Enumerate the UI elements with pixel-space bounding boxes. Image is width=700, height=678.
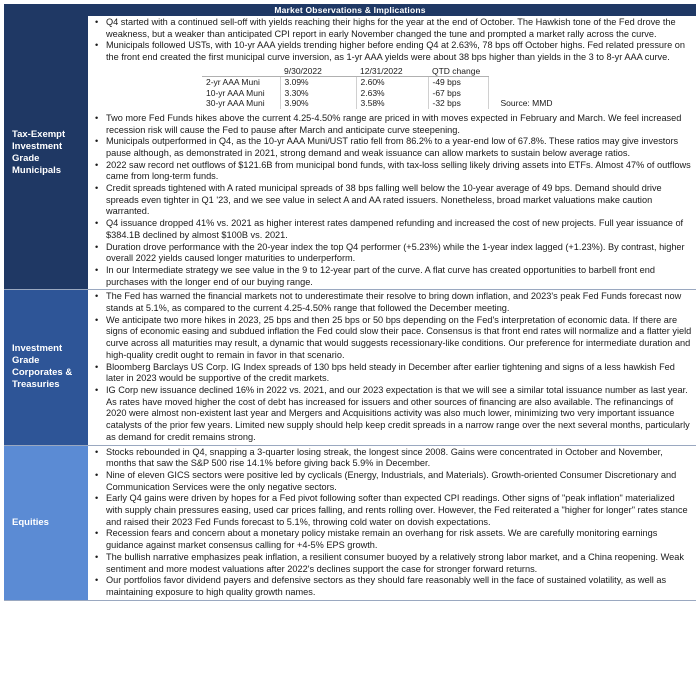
table-cell: -67 bps	[428, 88, 488, 99]
section-content-municipals	[88, 16, 696, 289]
table-cell: 3.58%	[356, 98, 428, 109]
section-content-corporates	[88, 290, 696, 444]
table-row	[202, 98, 488, 109]
list-item: • Our portfolios favor dividend payers and defensive sectors as they should fare reasonably well in the face of sustained volatility, as well as maintaining exposure to high quality growth names.	[92, 575, 692, 598]
yield-table-wrap	[202, 66, 692, 109]
list-item: • Nine of eleven GICS sectors were positive led by cyclicals (Energy, Industrials, and Materials). Growth-oriented Consumer Discretionary and Communication Services were the only negative sectors.	[92, 470, 692, 493]
list-item: • Stocks rebounded in Q4, snapping a 3-quarter losing streak, the longest since 2008. Gains were concentrated in October and November, months that saw the S&P 500 rise 14.1% before giving back 5.9% in December.	[92, 447, 692, 470]
section-municipals	[4, 16, 696, 290]
table-header-cell: 12/31/2022	[356, 66, 428, 77]
bullet-list	[92, 113, 692, 289]
bullet-list	[92, 17, 692, 64]
section-equities	[4, 446, 696, 601]
table-header-cell	[202, 66, 280, 77]
table-cell: 30-yr AAA Muni	[202, 98, 280, 109]
bullet-list	[92, 291, 692, 443]
list-item: • Early Q4 gains were driven by hopes for a Fed pivot following softer than expected CPI readings. Other signs of "peak inflation" materialized with supply chain pressures easing, used car prices falling, and rents rolling over. However, the Fed reiterated a "higher for longer" rates stance and raised their 2023 Fed Funds forecast to 5.1%, throwing cold water on dovish expectations.	[92, 493, 692, 528]
table-header-cell: 9/30/2022	[280, 66, 356, 77]
table-row	[202, 77, 488, 88]
page-title: Market Observations & Implications	[4, 4, 696, 16]
list-item: • Credit spreads tightened with A rated municipal spreads of 38 bps falling well below the 10-year average of 49 bps. Demand should drive spreads even tighter in Q1 '23, and we see value in select A and AA rated issuers. Nonetheless, broad market valuations make caution warranted.	[92, 183, 692, 218]
list-item: • 2022 saw record net outflows of $121.6B from municipal bond funds, with tax-loss selling likely driving assets into ETFs. Almost 47% of outflows came from long-term funds.	[92, 160, 692, 183]
table-cell: 3.09%	[280, 77, 356, 88]
list-item: • Municipals outperformed in Q4, as the 10-yr AAA Muni/UST ratio fell from 86.2% to a year-end low of 67.8%. These ratios may give investors pause although, as demonstrated in 2021, strong demand and weak issuance can allow markets to sustain below average ratios.	[92, 136, 692, 159]
list-item: • Bloomberg Barclays US Corp. IG Index spreads of 130 bps held steady in December after earlier tightening and signs of a less hawkish Fed later in 2023 would be supportive of the credit markets.	[92, 362, 692, 385]
table-header-row	[202, 66, 488, 77]
table-source: Source: MMD	[500, 98, 553, 109]
bullet-list	[92, 447, 692, 599]
section-label-corporates: Investment Grade Corporates & Treasuries	[4, 290, 88, 444]
table-header-cell: QTD change	[428, 66, 488, 77]
table-cell: 2.60%	[356, 77, 428, 88]
list-item: • Municipals followed USTs, with 10-yr AAA yields trending higher before ending Q4 at 2.63%, 78 bps off October highs. Fed related pressure on the front end created the first municipal curve inversion, as 1-yr AAA yields were about 38 bps higher than yields in the 3 to 8-yr AAA curve.	[92, 40, 692, 63]
list-item: • IG Corp new issuance declined 16% in 2022 vs. 2021, and our 2023 expectation is that we will see a similar total issuance number as last year. As rates have moved higher the cost of debt has increased for issuers and other sources of financing are also available. The refinancings of 2020 were almost non-existent last year and Mergers and Acquisitions activity was also much lower, minimizing two very important issuance catalysts of the prior few years. Limited new supply should help keep credit spreads in a narrow range over the next several months, particularly as demand for credit remains strong.	[92, 385, 692, 444]
table-cell: 3.30%	[280, 88, 356, 99]
section-corporates	[4, 290, 696, 445]
list-item: • Two more Fed Funds hikes above the current 4.25-4.50% range are priced in with moves expected in February and March. We feel increased recession risk will cause the Fed to pause after March and anticipate curve steepening.	[92, 113, 692, 136]
table-cell: 2-yr AAA Muni	[202, 77, 280, 88]
list-item: • The Fed has warned the financial markets not to underestimate their resolve to bring down inflation, and 2023's peak Fed Funds forecast now stands at 5.1%, as compared to the current 4.25-4.50% range that followed the December meeting.	[92, 291, 692, 314]
table-cell: -32 bps	[428, 98, 488, 109]
table-row	[202, 88, 488, 99]
list-item: • Q4 issuance dropped 41% vs. 2021 as higher interest rates dampened refunding and increased the cost of new projects. Full year issuance of $384.1B declined by almost $100B vs. 2021.	[92, 218, 692, 241]
list-item: • The bullish narrative emphasizes peak inflation, a resilient consumer buoyed by a relatively strong labor market, and a China reopening. Weak sentiment and more modest valuations after 2022's declines support the case for stronger forward returns.	[92, 552, 692, 575]
table-cell: -49 bps	[428, 77, 488, 88]
table-cell: 2.63%	[356, 88, 428, 99]
document	[4, 4, 696, 601]
list-item: • We anticipate two more hikes in 2023, 25 bps and then 25 bps or 50 bps depending on the Fed's interpretation of economic data. If there are signs of economic easing and subdued inflation the Fed could slow their pace. Consensus is that front end rates will normalize and a flatter yield curve across all maturities may result, a dynamic that would suggests recessionary-like conditions. Our preference for intermediate duration and high-quality credit ought to remain in favor in that scenario.	[92, 315, 692, 362]
list-item: • Recession fears and concern about a monetary policy mistake remain an overhang for risk assets. We are carefully monitoring earnings guidance against market consensus calling for +4-5% EPS growth.	[92, 528, 692, 551]
table-cell: 3.90%	[280, 98, 356, 109]
yield-table	[202, 66, 489, 109]
list-item: • Duration drove performance with the 20-year index the top Q4 performer (+5.23%) while the 1-year index lagged (+1.23%). By contrast, higher overall 2022 yields caused longer maturities to underperform.	[92, 242, 692, 265]
list-item: • In our Intermediate strategy we see value in the 9 to 12-year part of the curve. A flat curve has created opportunities to barbell front end purchases with the longer end of our buying range.	[92, 265, 692, 288]
section-content-equities	[88, 446, 696, 600]
table-cell: 10-yr AAA Muni	[202, 88, 280, 99]
section-label-municipals: Tax-Exempt Investment Grade Municipals	[4, 16, 88, 289]
section-label-equities: Equities	[4, 446, 88, 600]
list-item: • Q4 started with a continued sell-off with yields reaching their highs for the year at the end of October. The Hawkish tone of the Fed drove the weakness, but a weaker than anticipated CPI report in early November changed the tune and prompted a market rally across the curve.	[92, 17, 692, 40]
